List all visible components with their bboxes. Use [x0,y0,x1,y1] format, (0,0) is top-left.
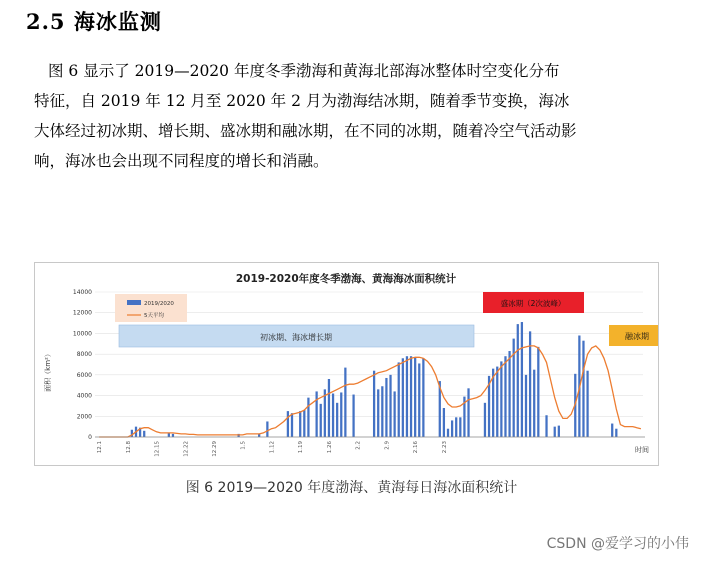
bar [352,395,354,437]
section-heading: 2.5 海冰监测 [26,9,162,34]
legend-bar-label: 2019/2020 [144,301,174,307]
bar [615,429,617,437]
y-tick-label: 4000 [76,392,92,400]
figure-caption: 图 6 2019—2020 年度渤海、黄海每日海冰面积统计 [185,480,518,496]
x-tick-labels [97,441,448,457]
bar [316,391,318,437]
x-tick-label: 12.8 [125,441,132,454]
bar [299,411,301,437]
bar [582,341,584,437]
bar [328,379,330,437]
bar [504,356,506,437]
bar [143,431,145,437]
paragraph-line: 响，海冰也会出现不同程度的增长和消融。 [34,152,329,170]
bar [394,391,396,437]
phase-label-initial: 初冰期、海冰增长期 [260,333,332,342]
bar [455,417,457,437]
phase-annotation-initial [119,325,474,347]
paragraph-line: 图 6 显示了 2019—2020 年度冬季渤海和黄海北部海冰整体时空变化分布 [48,62,560,80]
x-tick-label: 12.29 [212,441,218,457]
x-tick-label: 2.23 [441,441,448,454]
bar [496,367,498,437]
bar [303,410,305,437]
bar [340,392,342,437]
bar [533,370,535,437]
y-axis-label: 面积（km²） [44,350,52,392]
bar [332,394,334,438]
paragraph-line: 特征，自 2019 年 12 月至 2020 年 2 月为渤海结冰期，随着季节变换，海冰 [34,92,570,110]
body-paragraph [34,56,684,176]
x-tick-label: 12.22 [183,441,190,457]
bar [410,356,412,437]
x-tick-label: 1.19 [298,441,305,454]
bar [344,368,346,437]
x-tick-label: 2.2 [355,441,362,450]
bar [521,322,523,437]
x-tick-label: 12.15 [154,441,161,457]
bar [336,403,338,437]
bar [418,363,420,437]
watermark: CSDN @爱学习的小伟 [546,536,689,552]
x-tick-label: 2.9 [384,441,391,450]
y-tick-label: 8000 [76,351,92,359]
bar [459,417,461,437]
phase-annotation-peak [483,292,584,313]
bar [307,398,309,437]
phase-annotation-melt [609,325,658,346]
x-tick-label: 1.26 [326,441,333,454]
y-tick-label: 2000 [76,413,92,421]
bar [500,361,502,437]
y-tick-labels [73,289,92,441]
bar [172,434,174,437]
bar [447,429,449,437]
x-tick-label: 2.16 [413,441,420,454]
y-tick-label: 12000 [72,309,92,317]
bar [422,358,424,437]
y-tick-label: 14000 [72,289,92,296]
chart-title: 2019-2020年度冬季渤海、黄海海冰面积统计 [235,273,457,285]
bar [389,375,391,437]
legend-line-label: 5天平均 [144,313,164,319]
x-tick-label: 1.12 [269,441,276,454]
bar [385,378,387,437]
bar [611,424,613,437]
chart-legend [115,294,187,322]
bar [398,362,400,437]
bar [545,415,547,437]
bar [291,413,293,437]
y-tick-label: 10000 [72,330,92,338]
bar [586,371,588,437]
ice-area-chart [35,263,658,465]
bar [529,331,531,437]
paragraph-line: 大体经过初冰期、增长期、盛冰期和融冰期，在不同的冰期，随着冷空气活动影 [34,122,577,140]
bar [443,408,445,437]
bar [406,356,408,437]
bar [508,351,510,437]
y-tick-label: 0 [88,434,92,441]
bar [484,403,486,437]
figure-frame [34,262,659,466]
x-axis-label: 时间 [635,446,649,454]
phase-label-melt: 融冰期 [625,332,649,341]
bar [517,324,519,437]
x-tick-label: 12.1 [97,441,104,454]
x-tick-label: 1.5 [240,441,247,450]
bar [525,375,527,437]
bar [537,347,539,437]
bar [451,420,453,437]
phase-label-peak: 盛冰期（2次波峰） [500,299,566,308]
bar [467,388,469,437]
five-day-average-line [99,346,641,437]
bar [402,358,404,437]
bar [320,404,322,437]
bar [558,426,560,437]
bar [373,371,375,437]
bar [381,386,383,437]
legend-bar-swatch [127,300,141,305]
y-tick-label: 6000 [76,371,92,379]
bar [554,427,556,437]
bar [287,411,289,437]
bar [414,357,416,437]
bar [266,421,268,437]
bar [377,389,379,437]
